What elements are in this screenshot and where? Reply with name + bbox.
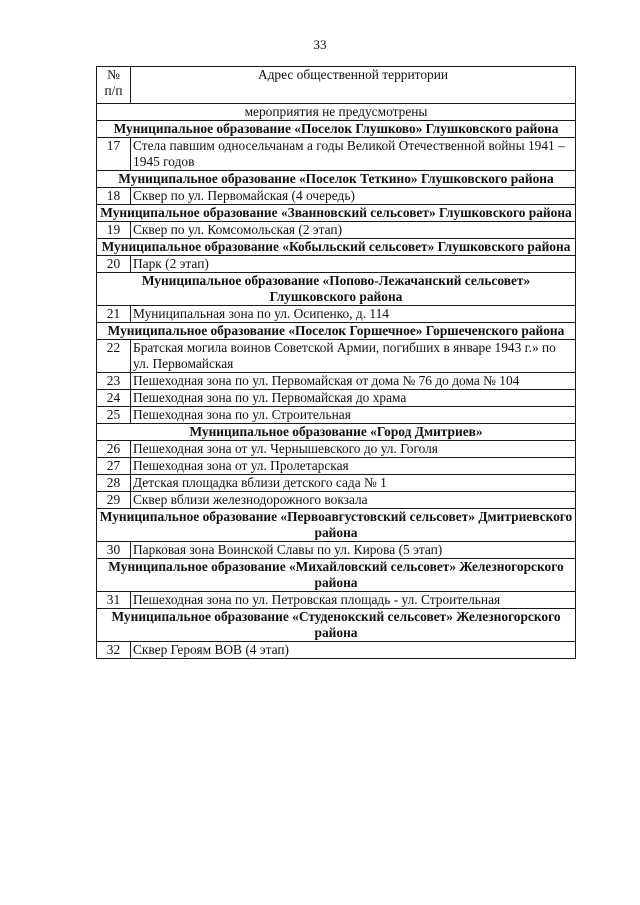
territory-address: Стела павшим односельчанам а годы Великой Отечественной войны 1941 – 1945 годов xyxy=(131,138,576,171)
row-number: 25 xyxy=(97,407,131,424)
municipality-title: Муниципальное образование «Первоавгустовский сельсовет» Дмитриевского района xyxy=(97,509,576,542)
municipality-title: Муниципальное образование «Поселок Глушково» Глушковского района xyxy=(97,121,576,138)
section-header-row xyxy=(97,121,576,138)
municipality-title: Муниципальное образование «Поселок Горшечное» Горшеченского района xyxy=(97,323,576,340)
section-header-row xyxy=(97,273,576,306)
municipality-title: Муниципальное образование «Город Дмитриев» xyxy=(97,424,576,441)
row-number: 32 xyxy=(97,642,131,659)
municipality-title: Муниципальное образование «Студенокский сельсовет» Железногорского района xyxy=(97,609,576,642)
column-header-number-line2: п/п xyxy=(104,83,123,98)
column-header-address: Адрес общественной территории xyxy=(131,67,576,104)
territories-table xyxy=(96,66,576,659)
section-header-row xyxy=(97,559,576,592)
territory-address: Сквер по ул. Комсомольская (2 этап) xyxy=(131,222,576,239)
table-body xyxy=(97,104,576,659)
section-header-row xyxy=(97,239,576,256)
territory-address: Детская площадка вблизи детского сада № 1 xyxy=(131,475,576,492)
territory-address: Муниципальная зона по ул. Осипенко, д. 114 xyxy=(131,306,576,323)
territory-address: Братская могила воинов Советской Армии, погибших в январе 1943 г.» по ул. Первомайская xyxy=(131,340,576,373)
territory-address: Парк (2 этап) xyxy=(131,256,576,273)
continuation-note: мероприятия не предусмотрены xyxy=(97,104,576,121)
table-row xyxy=(97,458,576,475)
section-header-row xyxy=(97,323,576,340)
table-row xyxy=(97,390,576,407)
table-row xyxy=(97,340,576,373)
territory-address: Парковая зона Воинской Славы по ул. Кирова (5 этап) xyxy=(131,542,576,559)
territory-address: Пешеходная зона по ул. Первомайская до храма xyxy=(131,390,576,407)
territory-address: Пешеходная зона от ул. Пролетарская xyxy=(131,458,576,475)
table-row xyxy=(97,407,576,424)
row-number: 31 xyxy=(97,592,131,609)
municipality-title: Муниципальное образование «Попово-Лежачанский сельсовет» Глушковского района xyxy=(97,273,576,306)
table-row xyxy=(97,592,576,609)
table-row xyxy=(97,642,576,659)
table-row xyxy=(97,256,576,273)
municipality-title: Муниципальное образование «Званновский сельсовет» Глушковского района xyxy=(97,205,576,222)
continuation-row xyxy=(97,104,576,121)
territory-address: Сквер по ул. Первомайская (4 очередь) xyxy=(131,188,576,205)
territory-address: Сквер вблизи железнодорожного вокзала xyxy=(131,492,576,509)
row-number: 21 xyxy=(97,306,131,323)
row-number: 23 xyxy=(97,373,131,390)
row-number: 26 xyxy=(97,441,131,458)
table-row xyxy=(97,188,576,205)
row-number: 22 xyxy=(97,340,131,373)
table-header-row xyxy=(97,67,576,104)
territory-address: Пешеходная зона по ул. Петровская площадь - ул. Строительная xyxy=(131,592,576,609)
territory-address: Пешеходная зона от ул. Чернышевского до ул. Гоголя xyxy=(131,441,576,458)
table-row xyxy=(97,441,576,458)
section-header-row xyxy=(97,509,576,542)
municipality-title: Муниципальное образование «Кобыльский сельсовет» Глушковского района xyxy=(97,239,576,256)
table-row xyxy=(97,373,576,390)
row-number: 19 xyxy=(97,222,131,239)
territory-address: Сквер Героям ВОВ (4 этап) xyxy=(131,642,576,659)
row-number: 30 xyxy=(97,542,131,559)
territory-address: Пешеходная зона по ул. Первомайская от дома № 76 до дома № 104 xyxy=(131,373,576,390)
table-row xyxy=(97,492,576,509)
table-row xyxy=(97,475,576,492)
municipality-title: Муниципальное образование «Михайловский сельсовет» Железногорского района xyxy=(97,559,576,592)
table-row xyxy=(97,138,576,171)
section-header-row xyxy=(97,171,576,188)
page-number: 33 xyxy=(313,37,327,52)
row-number: 24 xyxy=(97,390,131,407)
row-number: 18 xyxy=(97,188,131,205)
table-row xyxy=(97,542,576,559)
section-header-row xyxy=(97,205,576,222)
section-header-row xyxy=(97,609,576,642)
column-header-number xyxy=(97,67,131,104)
column-header-number-line1: № xyxy=(107,67,120,82)
row-number: 28 xyxy=(97,475,131,492)
territory-address: Пешеходная зона по ул. Строительная xyxy=(131,407,576,424)
row-number: 20 xyxy=(97,256,131,273)
row-number: 17 xyxy=(97,138,131,171)
municipality-title: Муниципальное образование «Поселок Теткино» Глушковского района xyxy=(97,171,576,188)
row-number: 29 xyxy=(97,492,131,509)
table-row xyxy=(97,306,576,323)
table-row xyxy=(97,222,576,239)
section-header-row xyxy=(97,424,576,441)
row-number: 27 xyxy=(97,458,131,475)
